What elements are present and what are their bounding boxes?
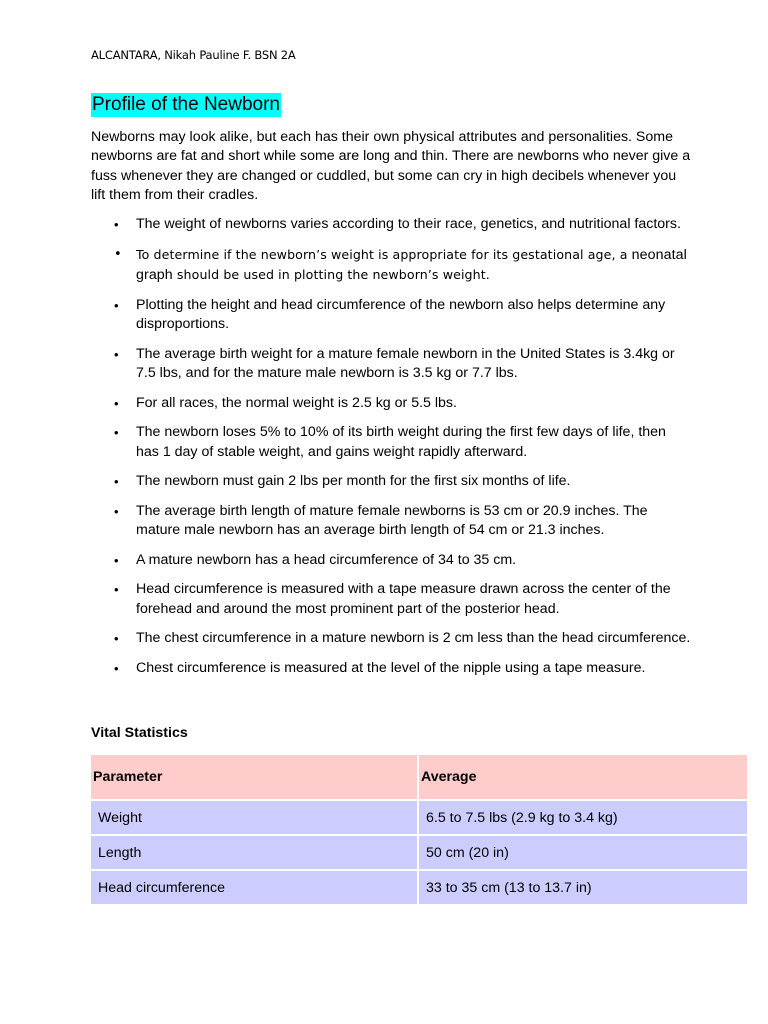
- neonatal-graph-link[interactable]: neonatal graph: [136, 246, 687, 283]
- table-cell: 33 to 35 cm (13 to 13.7 in): [419, 869, 747, 904]
- table-cell: Weight: [91, 799, 419, 834]
- list-item-text: The average birth weight for a mature female newborn in the United States is 3.4kg or 7.5 lbs, and for the mature male newborn is 3.5 kg or 7.7 lbs.: [136, 345, 675, 381]
- list-item-text: The weight of newborns varies according to their race, genetics, and nutritional factors.: [136, 216, 681, 232]
- list-item-text: Chest circumference is measured at the level of the nipple using a tape measure.: [136, 659, 646, 676]
- list-item: [91, 215, 691, 235]
- intro-paragraph: Newborns may look alike, but each has their own physical attributes and personalities. Some newborns are fat and short while some are long and thin. There are newborns who never give a fuss whenever they are changed or cuddled, but some can cry in high decibels whenever you lift them from their cradles.: [91, 129, 691, 203]
- bullet-icon: •: [114, 297, 119, 313]
- column-header-parameter: Parameter: [91, 755, 419, 799]
- list-item: [91, 423, 691, 462]
- author-header: ALCANTARA, Nikah Pauline F. BSN 2A: [91, 48, 296, 62]
- list-item: [91, 580, 691, 619]
- page-title: Profile of the Newborn: [92, 94, 280, 115]
- list-item: [91, 394, 691, 414]
- list-item: [91, 345, 691, 384]
- bullet-icon: •: [114, 395, 119, 411]
- list-item: [91, 472, 691, 492]
- list-item: [91, 551, 691, 571]
- list-item: [91, 245, 691, 286]
- table-cell: Length: [91, 834, 419, 869]
- bullet-list: [91, 215, 691, 688]
- bullet-icon: •: [114, 631, 119, 646]
- bullet-icon: •: [114, 474, 119, 489]
- list-item: [91, 629, 691, 649]
- list-item-text: For all races, the normal weight is 2.5 kg or 5.5 lbs.: [136, 394, 457, 411]
- column-header-average: Average: [419, 755, 747, 799]
- table-cell: 6.5 to 7.5 lbs (2.9 kg to 3.4 kg): [419, 799, 747, 834]
- list-item-text: To determine if the newborn’s weight is appropriate for its gestational age, a: [136, 246, 632, 262]
- list-item: [91, 502, 691, 541]
- table-cell: 50 cm (20 in): [419, 834, 747, 869]
- table-cell: Head circumference: [91, 869, 419, 904]
- bullet-icon: •: [114, 346, 119, 362]
- list-item-text: should be used in plotting the newborn’s weight.: [172, 267, 490, 282]
- vital-statistics-table: [91, 755, 747, 904]
- bullet-icon: •: [114, 503, 119, 519]
- list-item-text: The newborn must gain 2 lbs per month for the first six months of life.: [136, 473, 571, 489]
- list-item-text: The average birth length of mature female newborns is 53 cm or 20.9 inches. The mature male newborn has an average birth length of 54 cm or 21.3 inches.: [136, 502, 648, 538]
- table-header-row: [91, 755, 747, 799]
- list-item-text: Plotting the height and head circumference of the newborn also helps determine any disproportions.: [136, 296, 666, 332]
- table-row: [91, 799, 747, 834]
- list-item: [91, 659, 691, 679]
- list-item-text: Head circumference is measured with a tape measure drawn across the center of the forehead and around the most prominent part of the posterior head.: [136, 581, 671, 617]
- list-item-text: A mature newborn has a head circumference of 34 to 35 cm.: [136, 551, 517, 568]
- bullet-icon: •: [114, 660, 119, 676]
- bullet-icon: •: [114, 425, 119, 440]
- bullet-icon: •: [114, 246, 122, 262]
- table-row: [91, 869, 747, 904]
- table-row: [91, 834, 747, 869]
- bullet-icon: •: [114, 217, 119, 232]
- bullet-icon: •: [114, 582, 119, 597]
- bullet-icon: •: [114, 552, 119, 568]
- vital-statistics-heading: Vital Statistics: [91, 725, 188, 741]
- list-item-text: The chest circumference in a mature newborn is 2 cm less than the head circumference.: [136, 630, 691, 646]
- list-item: [91, 296, 691, 335]
- list-item-text: The newborn loses 5% to 10% of its birth weight during the first few days of life, then has 1 day of stable weight, and gains weight rapidly afterward.: [136, 424, 666, 460]
